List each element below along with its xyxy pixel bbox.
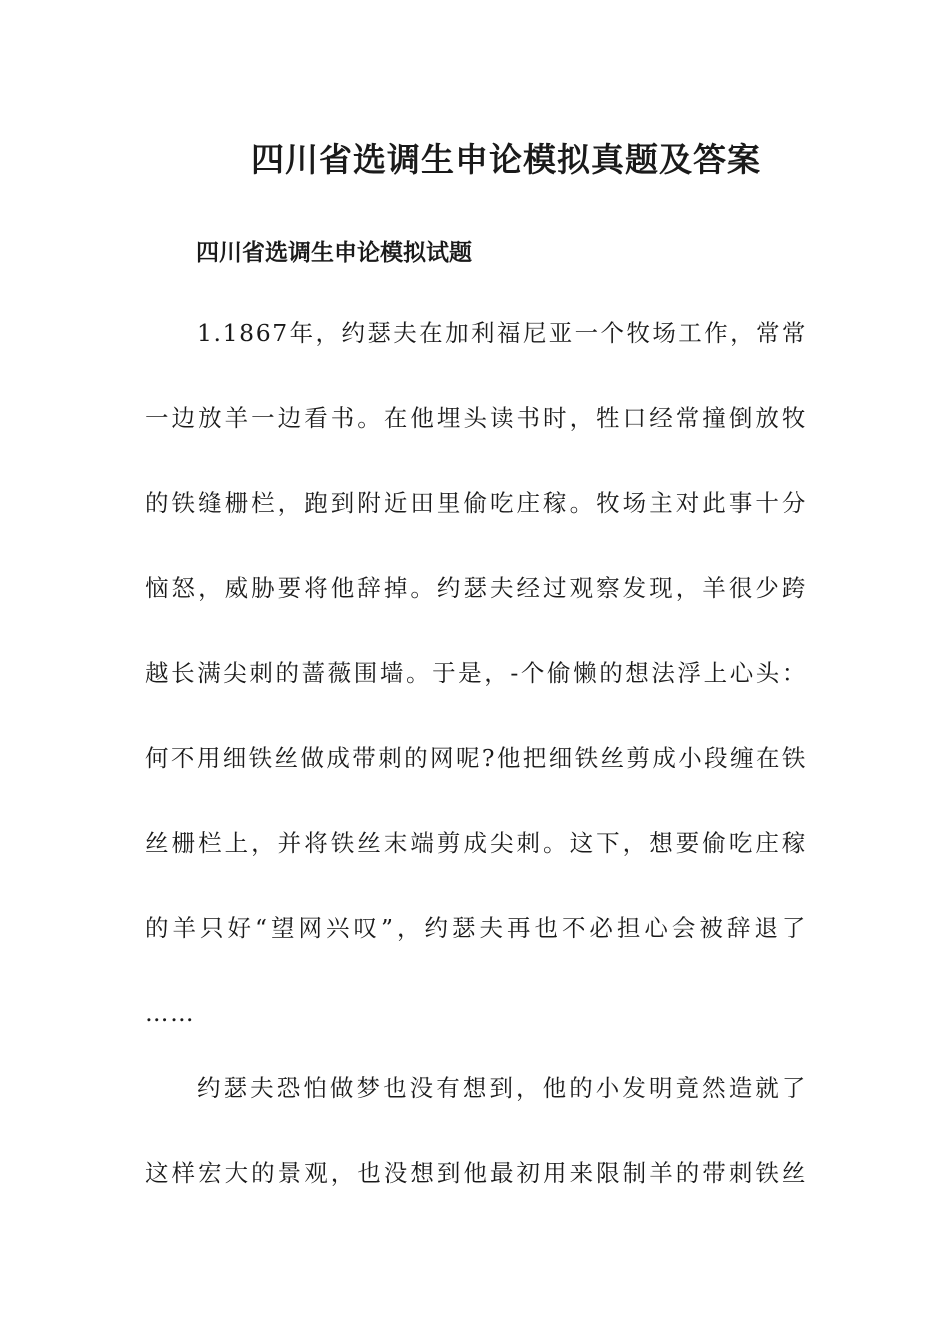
paragraph-line: 约瑟夫恐怕做梦也没有想到，他的小发明竟然造就了 — [197, 1074, 807, 1102]
paragraph-line: …… — [145, 999, 196, 1027]
paragraph-line: 丝栅栏上，并将铁丝末端剪成尖刺。这下，想要偷吃庄稼 — [145, 829, 807, 857]
paragraph-line: 这样宏大的景观，也没想到他最初用来限制羊的带刺铁丝 — [145, 1159, 807, 1187]
document-title: 四川省选调生申论模拟真题及答案 — [251, 140, 761, 179]
paragraph-line: 一边放羊一边看书。在他埋头读书时，牲口经常撞倒放牧 — [145, 404, 807, 432]
paragraph-line: 的羊只好“望网兴叹”，约瑟夫再也不必担心会被辞退了 — [145, 914, 807, 942]
section-subtitle: 四川省选调生申论模拟试题 — [196, 240, 472, 266]
paragraph-line: 1.1867年，约瑟夫在加利福尼亚一个牧场工作，常常 — [197, 319, 807, 347]
paragraph-line: 的铁缝栅栏，跑到附近田里偷吃庄稼。牧场主对此事十分 — [145, 489, 807, 517]
paragraph-line: 越长满尖刺的蔷薇围墙。于是，-个偷懒的想法浮上心头： — [145, 659, 807, 687]
paragraph-line: 何不用细铁丝做成带刺的网呢?他把细铁丝剪成小段缠在铁 — [145, 744, 807, 772]
body-paragraph — [145, 1046, 807, 1216]
body-paragraph — [145, 291, 807, 1056]
paragraph-line: 恼怒，威胁要将他辞掉。约瑟夫经过观察发现，羊很少跨 — [145, 574, 807, 602]
